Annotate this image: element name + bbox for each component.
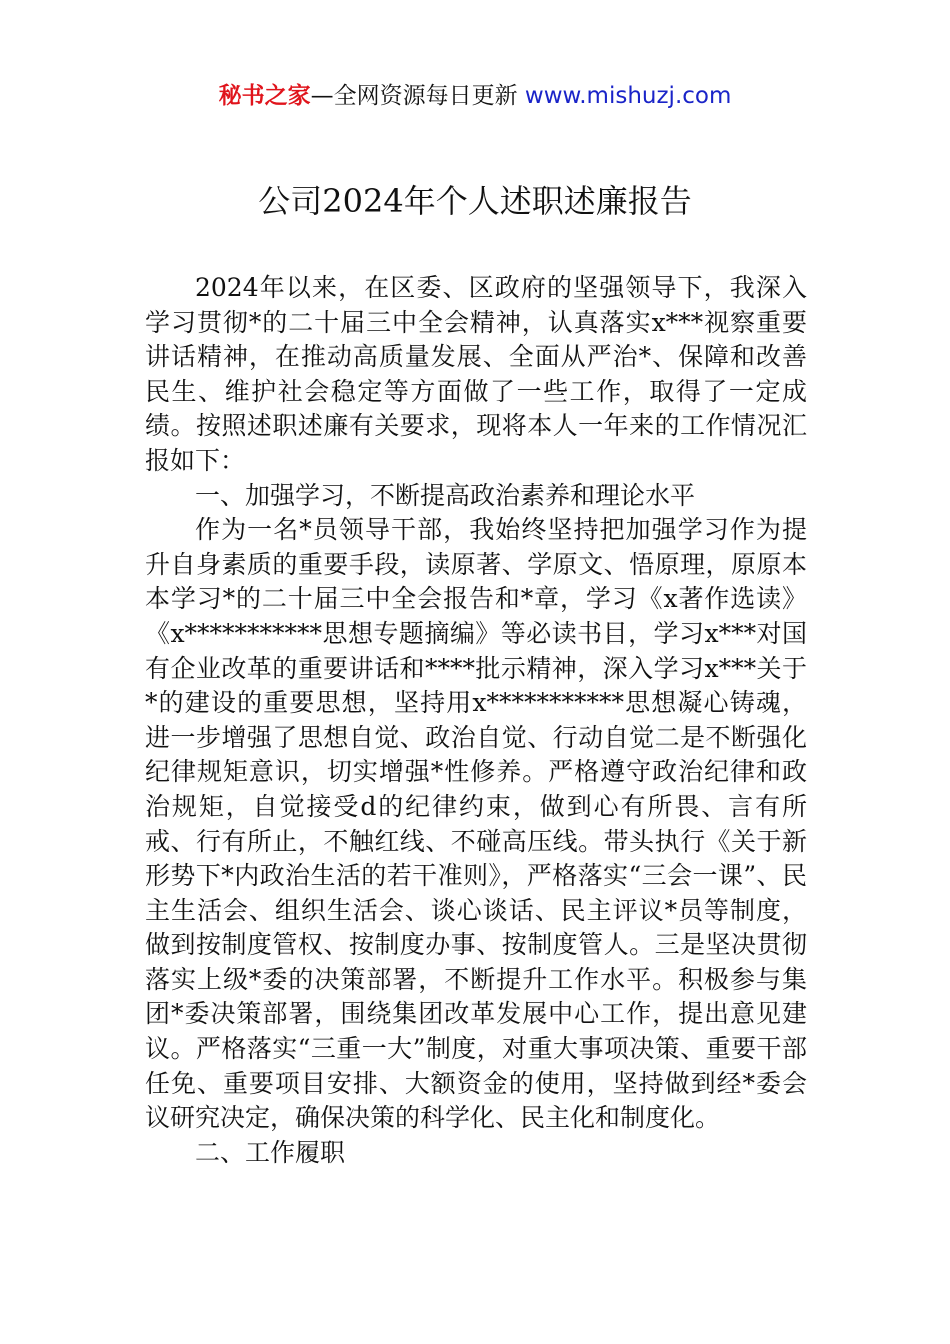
site-url-link[interactable]: www.mishuzj.com	[524, 83, 732, 109]
site-header	[0, 80, 950, 112]
site-tagline: —全网资源每日更新	[310, 83, 525, 109]
intro-paragraph: 2024年以来，在区委、区政府的坚强领导下，我深入学习贯彻*的二十届三中全会精神，认真落实x***视察重要讲话精神，在推动高质量发展、全面从严治*、保障和改善民生、维护社会稳定等方面做了一些工作，取得了一定成绩。按照述职述廉有关要求，现将本人一年来的工作情况汇报如下：	[145, 273, 807, 475]
document-body	[145, 271, 807, 1170]
section-1-heading: 一、加强学习，不断提高政治素养和理论水平	[195, 480, 696, 510]
document-title: 公司2024年个人述职述廉报告	[258, 182, 692, 220]
site-name: 秘书之家	[218, 83, 311, 109]
section-2-heading: 二、工作履职	[195, 1137, 346, 1167]
section-1-paragraph: 作为一名*员领导干部，我始终坚持把加强学习作为提升自身素质的重要手段，读原著、学原文、悟原理，原原本本学习*的二十届三中全会报告和*章，学习《x著作选读》《x***********思想专题摘编》等必读书目，学习x***对国有企业改革的重要讲话和****批示精神，深入学习x***关于*的建设的重要思想，坚持用x***********思想凝心铸魂，进一步增强了思想自觉、政治自觉、行动自觉二是不断强化纪律规矩意识，切实增强*性修养。严格遵守政治纪律和政治规矩，自觉接受d的纪律约束，做到心有所畏、言有所戒、行有所止，不触红线、不碰高压线。带头执行《关于新形势下*内政治生活的若干准则》，严格落实“三会一课”、民主生活会、组织生活会、谈心谈话、民主评议*员等制度，做到按制度管权、按制度办事、按制度管人。三是坚决贯彻落实上级*委的决策部署，不断提升工作水平。积极参与集团*委决策部署，围绕集团改革发展中心工作，提出意见建议。严格落实“三重一大”制度，对重大事项决策、重要干部任免、重要项目安排、大额资金的使用，坚持做到经*委会议研究决定，确保决策的科学化、民主化和制度化。	[145, 515, 807, 1133]
